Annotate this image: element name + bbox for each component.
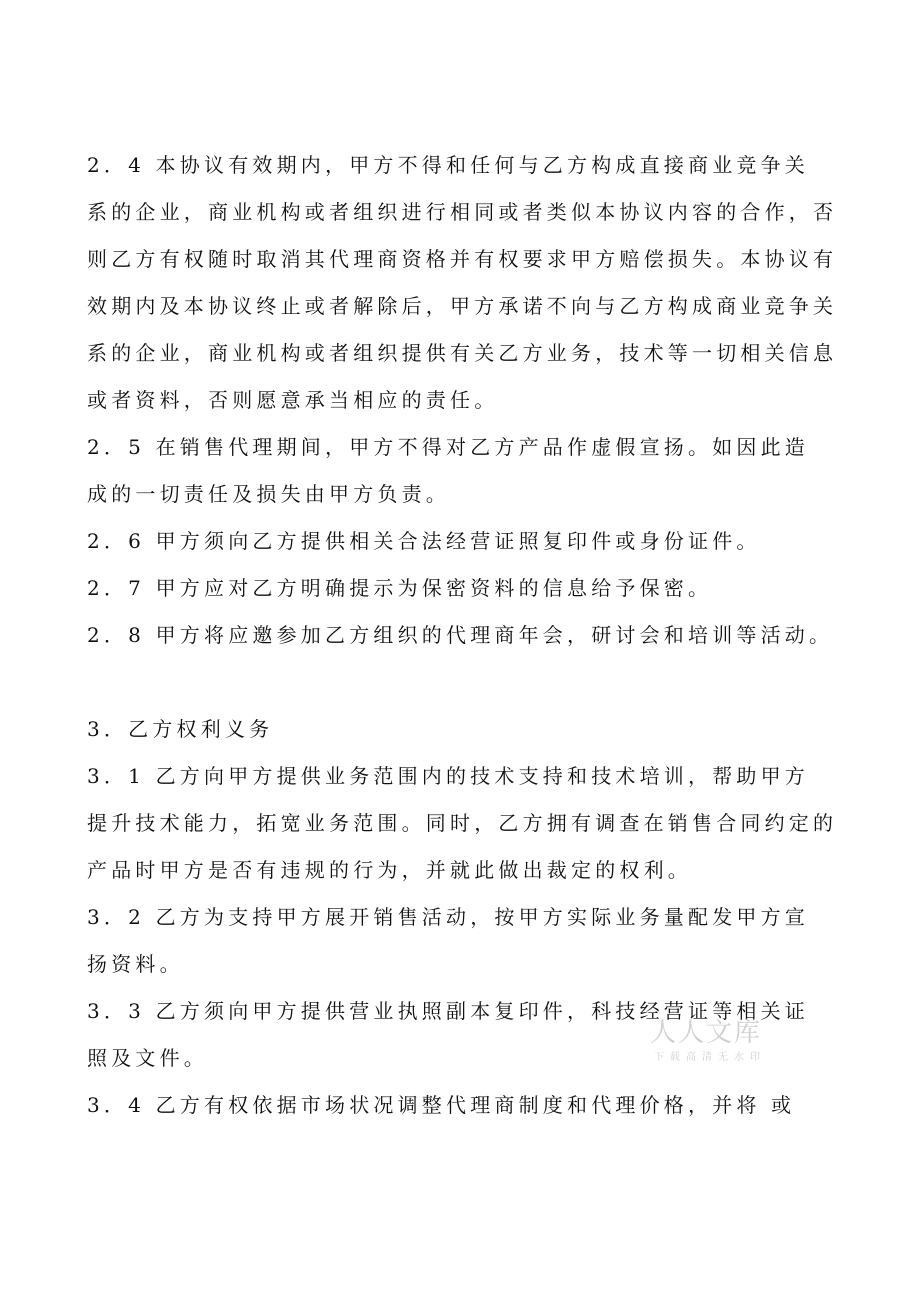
text-line: 2．7 甲方应对乙方明确提示为保密资料的信息给予保密。 [87,576,713,600]
text-line: 系的企业，商业机构或者组织提供有关乙方业务，技术等一切相关信息 [87,341,838,365]
text-line: 3．4 乙方有权依据市场状况调整代理商制度和代理价格，并将 或 [87,1093,796,1117]
text-line: 3．3 乙方须向甲方提供营业执照副本复印件，科技经营证等相关证 [87,999,810,1023]
text-line: 3．2 乙方为支持甲方展开销售活动，按甲方实际业务量配发甲方宣 [87,905,810,929]
text-line: 或者资料，否则愿意承当相应的责任。 [87,388,499,412]
watermark-title: 人人文库 [650,1018,763,1048]
text-line: 3．1 乙方向甲方提供业务范围内的技术支持和技术培训，帮助甲方 [87,764,810,788]
section-heading: 3．乙方权利义务 [87,717,274,741]
text-line: 2．4 本协议有效期内，甲方不得和任何与乙方构成直接商业竞争关 [87,153,810,177]
text-line: 2．6 甲方须向乙方提供相关合法经营证照复印件或身份证件。 [87,529,761,553]
text-line: 照及文件。 [87,1046,208,1070]
text-line: 则乙方有权随时取消其代理商资格并有权要求甲方赔偿损失。本协议有 [87,247,838,271]
text-line: 产品时甲方是否有违规的行为，并就此做出裁定的权利。 [87,858,692,882]
text-line: 2．8 甲方将应邀参加乙方组织的代理商年会，研讨会和培训等活动。 [87,623,834,647]
watermark [646,1012,806,1082]
watermark-subtitle: 下载高清无水印 [654,1052,766,1063]
text-line: 成的一切责任及损失由甲方负责。 [87,482,450,506]
text-line: 提升技术能力，拓宽业务范围。同时，乙方拥有调查在销售合同约定的 [87,811,838,835]
text-line: 系的企业，商业机构或者组织进行相同或者类似本协议内容的合作，否 [87,200,838,224]
text-line: 扬资料。 [87,952,184,976]
text-line: 2．5 在销售代理期间，甲方不得对乙方产品作虚假宣扬。如因此造 [87,435,810,459]
text-line: 效期内及本协议终止或者解除后，甲方承诺不向与乙方构成商业竞争关 [87,294,838,318]
